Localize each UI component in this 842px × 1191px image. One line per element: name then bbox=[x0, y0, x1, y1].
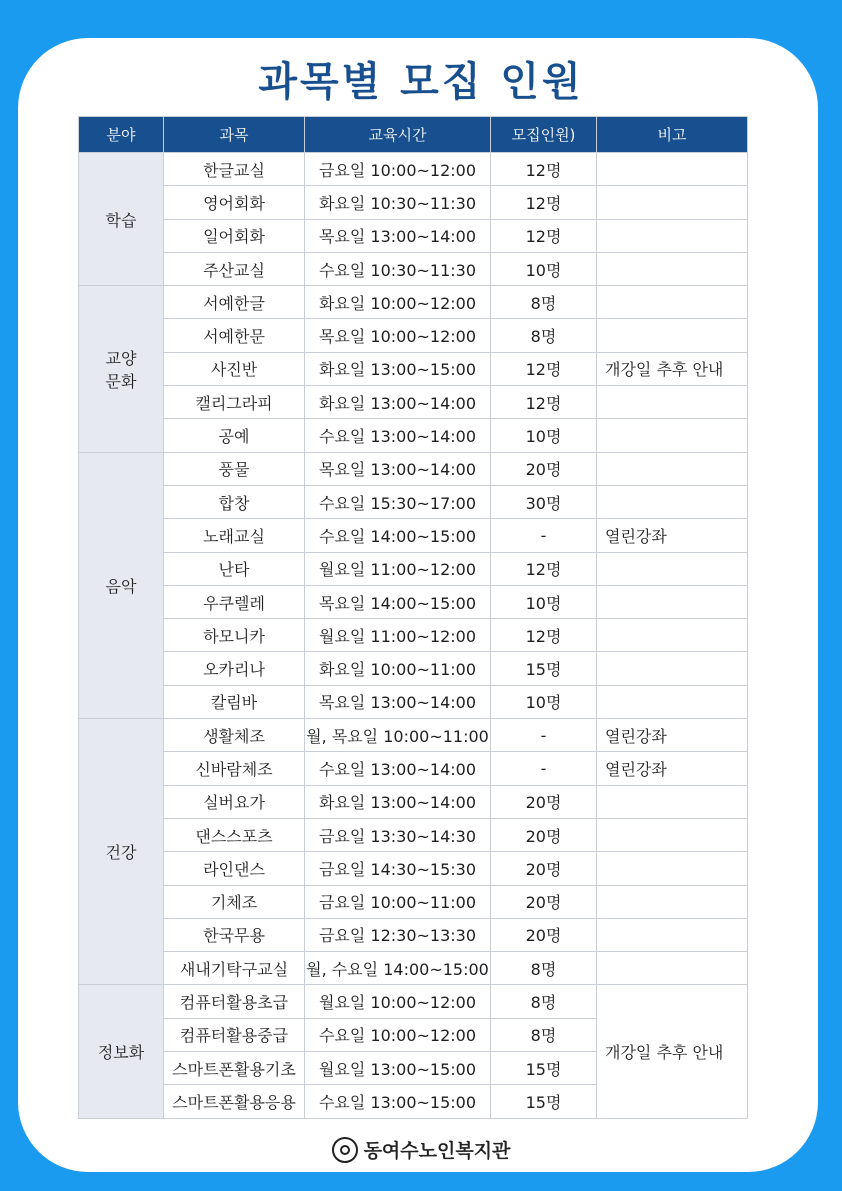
header-category: 분야 bbox=[79, 117, 164, 153]
note-cell bbox=[597, 552, 748, 585]
note-cell: 열린강좌 bbox=[597, 519, 748, 552]
count-cell: 20명 bbox=[491, 852, 597, 885]
page-title: 과목별 모집 인원 bbox=[258, 59, 584, 105]
count-cell: 20명 bbox=[491, 885, 597, 918]
count-cell: 20명 bbox=[491, 818, 597, 851]
time-cell: 수요일 10:30~11:30 bbox=[305, 252, 491, 285]
time-cell: 수요일 10:00~12:00 bbox=[305, 1018, 491, 1051]
category-cell: 교양 문화 bbox=[79, 286, 164, 452]
note-cell bbox=[597, 952, 748, 985]
time-cell: 목요일 13:00~14:00 bbox=[305, 685, 491, 718]
time-cell: 화요일 13:00~15:00 bbox=[305, 352, 491, 385]
time-cell: 월요일 11:00~12:00 bbox=[305, 619, 491, 652]
subject-cell: 스마트폰활용기초 bbox=[164, 1052, 305, 1085]
subject-cell: 기체조 bbox=[164, 885, 305, 918]
table-row bbox=[79, 818, 748, 851]
footer bbox=[0, 1136, 842, 1163]
time-cell: 화요일 10:00~12:00 bbox=[305, 286, 491, 319]
subject-cell: 우쿠렐레 bbox=[164, 585, 305, 618]
count-cell: 20명 bbox=[491, 452, 597, 485]
subject-cell: 오카리나 bbox=[164, 652, 305, 685]
note-cell: 열린강좌 bbox=[597, 719, 748, 752]
count-cell: 15명 bbox=[491, 1085, 597, 1118]
count-cell: 12명 bbox=[491, 153, 597, 186]
table-row bbox=[79, 752, 748, 785]
count-cell: 12명 bbox=[491, 552, 597, 585]
count-cell: - bbox=[491, 519, 597, 552]
table-row bbox=[79, 952, 748, 985]
time-cell: 화요일 13:00~14:00 bbox=[305, 785, 491, 818]
table-row bbox=[79, 552, 748, 585]
subject-cell: 풍물 bbox=[164, 452, 305, 485]
category-cell: 음악 bbox=[79, 452, 164, 718]
time-cell: 목요일 13:00~14:00 bbox=[305, 219, 491, 252]
time-cell: 월요일 10:00~12:00 bbox=[305, 985, 491, 1018]
note-cell bbox=[597, 153, 748, 186]
table-body bbox=[79, 153, 748, 1119]
subject-cell: 칼림바 bbox=[164, 685, 305, 718]
note-cell bbox=[597, 885, 748, 918]
time-cell: 목요일 14:00~15:00 bbox=[305, 585, 491, 618]
count-cell: 30명 bbox=[491, 485, 597, 518]
note-cell bbox=[597, 619, 748, 652]
subject-cell: 난타 bbox=[164, 552, 305, 585]
table-row bbox=[79, 852, 748, 885]
subject-cell: 한글교실 bbox=[164, 153, 305, 186]
time-cell: 수요일 13:00~14:00 bbox=[305, 419, 491, 452]
count-cell: 8명 bbox=[491, 286, 597, 319]
subject-cell: 댄스스포츠 bbox=[164, 818, 305, 851]
note-cell bbox=[597, 485, 748, 518]
time-cell: 월요일 11:00~12:00 bbox=[305, 552, 491, 585]
count-cell: 20명 bbox=[491, 785, 597, 818]
count-cell: 8명 bbox=[491, 319, 597, 352]
subject-cell: 하모니카 bbox=[164, 619, 305, 652]
count-cell: 10명 bbox=[491, 252, 597, 285]
subject-cell: 컴퓨터활용초급 bbox=[164, 985, 305, 1018]
count-cell: 10명 bbox=[491, 585, 597, 618]
time-cell: 금요일 10:00~11:00 bbox=[305, 885, 491, 918]
subject-cell: 컴퓨터활용중급 bbox=[164, 1018, 305, 1051]
count-cell: 8명 bbox=[491, 1018, 597, 1051]
note-cell bbox=[597, 685, 748, 718]
note-cell bbox=[597, 252, 748, 285]
note-cell bbox=[597, 818, 748, 851]
table-row bbox=[79, 719, 748, 752]
time-cell: 금요일 14:30~15:30 bbox=[305, 852, 491, 885]
table-row bbox=[79, 252, 748, 285]
time-cell: 금요일 12:30~13:30 bbox=[305, 918, 491, 951]
time-cell: 화요일 13:00~14:00 bbox=[305, 386, 491, 419]
subject-cell: 사진반 bbox=[164, 352, 305, 385]
subject-cell: 공예 bbox=[164, 419, 305, 452]
count-cell: 20명 bbox=[491, 918, 597, 951]
table-row bbox=[79, 785, 748, 818]
category-cell: 건강 bbox=[79, 719, 164, 985]
category-cell: 정보화 bbox=[79, 985, 164, 1118]
count-cell: 15명 bbox=[491, 652, 597, 685]
table-row bbox=[79, 985, 748, 1018]
table-row bbox=[79, 885, 748, 918]
time-cell: 월요일 13:00~15:00 bbox=[305, 1052, 491, 1085]
subject-cell: 캘리그라피 bbox=[164, 386, 305, 419]
note-cell bbox=[597, 186, 748, 219]
count-cell: 8명 bbox=[491, 985, 597, 1018]
note-cell bbox=[597, 585, 748, 618]
time-cell: 목요일 10:00~12:00 bbox=[305, 319, 491, 352]
note-cell: 열린강좌 bbox=[597, 752, 748, 785]
count-cell: 10명 bbox=[491, 685, 597, 718]
category-cell: 학습 bbox=[79, 153, 164, 286]
count-cell: 12명 bbox=[491, 352, 597, 385]
time-cell: 수요일 13:00~14:00 bbox=[305, 752, 491, 785]
table-row bbox=[79, 386, 748, 419]
schedule-table bbox=[78, 116, 748, 1119]
note-cell bbox=[597, 785, 748, 818]
table-row bbox=[79, 452, 748, 485]
note-cell: 개강일 추후 안내 bbox=[597, 352, 748, 385]
count-cell: 12명 bbox=[491, 619, 597, 652]
subject-cell: 서예한글 bbox=[164, 286, 305, 319]
time-cell: 수요일 14:00~15:00 bbox=[305, 519, 491, 552]
time-cell: 금요일 13:30~14:30 bbox=[305, 818, 491, 851]
count-cell: 12명 bbox=[491, 219, 597, 252]
note-cell: 개강일 추후 안내 bbox=[597, 985, 748, 1118]
count-cell: 15명 bbox=[491, 1052, 597, 1085]
time-cell: 월, 수요일 14:00~15:00 bbox=[305, 952, 491, 985]
count-cell: 10명 bbox=[491, 419, 597, 452]
header-count: 모집인원) bbox=[491, 117, 597, 153]
subject-cell: 한국무용 bbox=[164, 918, 305, 951]
subject-cell: 영어회화 bbox=[164, 186, 305, 219]
count-cell: 12명 bbox=[491, 186, 597, 219]
table-row bbox=[79, 186, 748, 219]
table-row bbox=[79, 519, 748, 552]
note-cell bbox=[597, 918, 748, 951]
note-cell bbox=[597, 452, 748, 485]
time-cell: 수요일 13:00~15:00 bbox=[305, 1085, 491, 1118]
note-cell bbox=[597, 219, 748, 252]
table-row bbox=[79, 219, 748, 252]
subject-cell: 일어회화 bbox=[164, 219, 305, 252]
subject-cell: 새내기탁구교실 bbox=[164, 952, 305, 985]
table-row bbox=[79, 352, 748, 385]
subject-cell: 스마트폰활용응용 bbox=[164, 1085, 305, 1118]
center-logo-icon bbox=[332, 1137, 358, 1163]
time-cell: 목요일 13:00~14:00 bbox=[305, 452, 491, 485]
table-row bbox=[79, 685, 748, 718]
center-name: 동여수노인복지관 bbox=[363, 1140, 511, 1162]
subject-cell: 주산교실 bbox=[164, 252, 305, 285]
note-cell bbox=[597, 286, 748, 319]
table-row bbox=[79, 485, 748, 518]
time-cell: 화요일 10:30~11:30 bbox=[305, 186, 491, 219]
time-cell: 수요일 15:30~17:00 bbox=[305, 485, 491, 518]
subject-cell: 신바람체조 bbox=[164, 752, 305, 785]
table-row bbox=[79, 286, 748, 319]
note-cell bbox=[597, 419, 748, 452]
header-subject: 과목 bbox=[164, 117, 305, 153]
count-cell: 12명 bbox=[491, 386, 597, 419]
time-cell: 화요일 10:00~11:00 bbox=[305, 652, 491, 685]
subject-cell: 실버요가 bbox=[164, 785, 305, 818]
subject-cell: 노래교실 bbox=[164, 519, 305, 552]
note-cell bbox=[597, 319, 748, 352]
table-row bbox=[79, 918, 748, 951]
table-row bbox=[79, 419, 748, 452]
table-header-row bbox=[79, 117, 748, 153]
count-cell: - bbox=[491, 752, 597, 785]
subject-cell: 서예한문 bbox=[164, 319, 305, 352]
table-row bbox=[79, 619, 748, 652]
note-cell bbox=[597, 386, 748, 419]
time-cell: 금요일 10:00~12:00 bbox=[305, 153, 491, 186]
table-row bbox=[79, 153, 748, 186]
subject-cell: 생활체조 bbox=[164, 719, 305, 752]
table-row bbox=[79, 652, 748, 685]
time-cell: 월, 목요일 10:00~11:00 bbox=[305, 719, 491, 752]
header-time: 교육시간 bbox=[305, 117, 491, 153]
count-cell: 8명 bbox=[491, 952, 597, 985]
subject-cell: 합창 bbox=[164, 485, 305, 518]
header-note: 비고 bbox=[597, 117, 748, 153]
note-cell bbox=[597, 652, 748, 685]
table-row bbox=[79, 319, 748, 352]
note-cell bbox=[597, 852, 748, 885]
table-row bbox=[79, 585, 748, 618]
count-cell: - bbox=[491, 719, 597, 752]
subject-cell: 라인댄스 bbox=[164, 852, 305, 885]
